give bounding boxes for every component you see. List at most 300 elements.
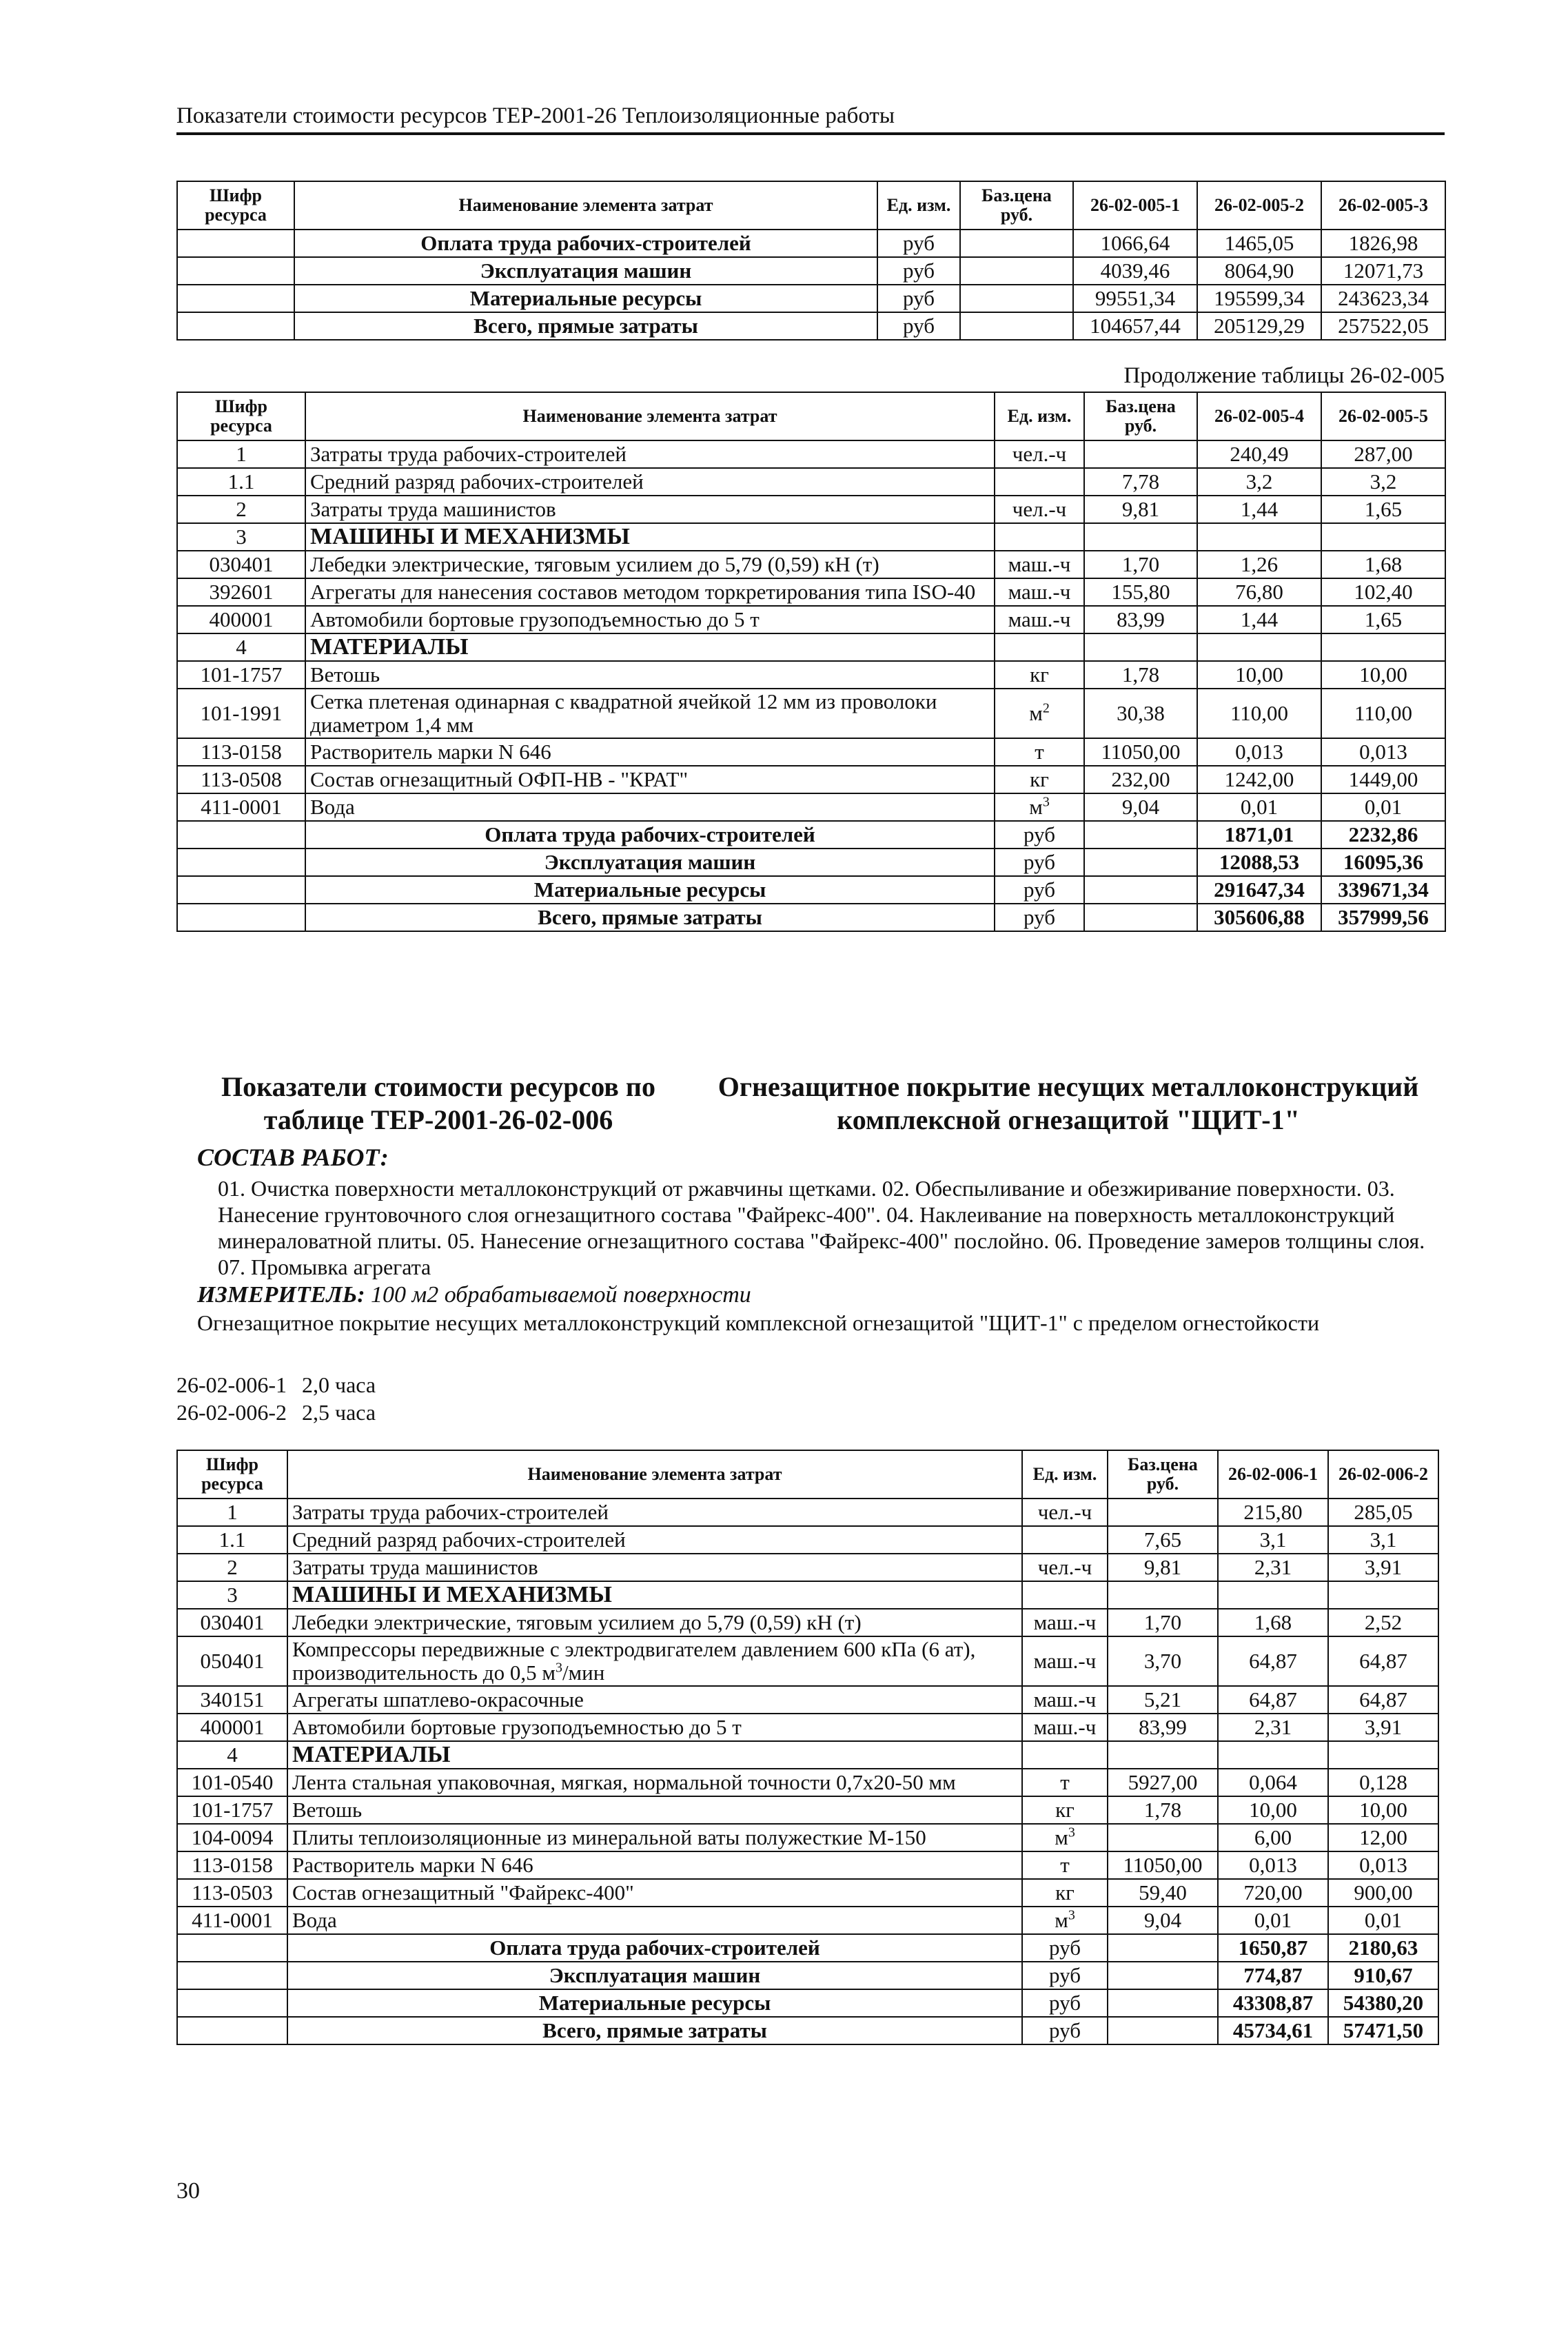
cell-code [177, 230, 294, 257]
table-row [177, 1796, 1438, 1824]
table-row [177, 606, 1445, 633]
table-row [177, 1714, 1438, 1741]
cell-value: 76,80 [1197, 578, 1321, 606]
table-total-row [177, 1962, 1438, 1989]
cell-code: 1 [177, 440, 305, 468]
cell-value: 285,05 [1328, 1499, 1438, 1526]
cell-unit: маш.-ч [1022, 1636, 1108, 1686]
cell-value: 3,2 [1197, 468, 1321, 496]
cell-unit: маш.-ч [1022, 1609, 1108, 1636]
cell-name: Состав огнезащитный "Файрекс-400" [287, 1879, 1022, 1907]
cell-base [1084, 849, 1197, 876]
cell-base: 232,00 [1084, 766, 1197, 793]
table-row [177, 230, 1445, 257]
col-header-variant: 26-02-005-3 [1321, 181, 1445, 230]
cell-base [1108, 2017, 1218, 2044]
cell-name: Ветошь [287, 1796, 1022, 1824]
cell-name: Компрессоры передвижные с электродвигателем давлением 600 кПа (6 ат), производительность до 0,5 $м^3$/мин [287, 1636, 1022, 1686]
cell-base [960, 312, 1073, 340]
cell-unit: руб [1022, 1989, 1108, 2017]
cell-base [1084, 876, 1197, 904]
cell-value: 12071,73 [1321, 257, 1445, 285]
cell-code [177, 312, 294, 340]
cell-base: 30,38 [1084, 689, 1197, 738]
cell-value: 102,40 [1321, 578, 1445, 606]
cell-base [1108, 1824, 1218, 1851]
cell-value: 3,2 [1321, 468, 1445, 496]
cell-value: 8064,90 [1197, 257, 1321, 285]
cell-value: 291647,34 [1197, 876, 1321, 904]
work-composition-label: СОСТАВ РАБОТ: [197, 1144, 389, 1171]
table-row [177, 496, 1445, 523]
col-header-code: Шифр ресурса [177, 181, 294, 230]
cell-base: 9,04 [1084, 793, 1197, 821]
cell-value: 287,00 [1321, 440, 1445, 468]
table-row [177, 1554, 1438, 1581]
cell-value: 10,00 [1197, 661, 1321, 689]
meter-label: ИЗМЕРИТЕЛЬ: [197, 1282, 365, 1308]
cell-value: 1465,05 [1197, 230, 1321, 257]
cell-value: 1066,64 [1073, 230, 1197, 257]
cell-value: 0,01 [1328, 1907, 1438, 1934]
table-row [177, 661, 1445, 689]
cell-value: 57471,50 [1328, 2017, 1438, 2044]
table-row [177, 285, 1445, 312]
col-header-name: Наименование элемента затрат [305, 392, 995, 440]
cell-code: 113-0158 [177, 1851, 287, 1879]
cell-base: 7,78 [1084, 468, 1197, 496]
cell-value: 257522,05 [1321, 312, 1445, 340]
page-header: Показатели стоимости ресурсов ТЕР-2001-26 Теплоизоляционные работы [176, 102, 1445, 135]
cell-code: 101-1991 [177, 689, 305, 738]
cell-name: МАШИНЫ И МЕХАНИЗМЫ [305, 523, 995, 551]
cell-name: Оплата труда рабочих-строителей [294, 230, 877, 257]
cell-value: 54380,20 [1328, 1989, 1438, 2017]
col-header-name: Наименование элемента затрат [287, 1450, 1022, 1499]
cell-name: Агрегаты шпатлево-окрасочные [287, 1686, 1022, 1714]
cell-code: 030401 [177, 1609, 287, 1636]
cell-value: 1,44 [1197, 606, 1321, 633]
cell-name: Материальные ресурсы [287, 1989, 1022, 2017]
cell-unit: чел.-ч [995, 440, 1084, 468]
cell-base: 7,65 [1108, 1526, 1218, 1554]
norm-value: 2,5 часа [301, 1400, 376, 1425]
cell-unit: т [1022, 1769, 1108, 1796]
cell-base: 1,78 [1084, 661, 1197, 689]
cell-name: Лента стальная упаковочная, мягкая, нормальной точности 0,7х20-50 мм [287, 1769, 1022, 1796]
cell-name: Ветошь [305, 661, 995, 689]
cell-value: 2232,86 [1321, 821, 1445, 849]
cell-value: 0,013 [1328, 1851, 1438, 1879]
cell-base: 155,80 [1084, 578, 1197, 606]
table-row [177, 1824, 1438, 1851]
table-row [177, 1581, 1438, 1609]
cell-unit: маш.-ч [1022, 1686, 1108, 1714]
col-header-unit: Ед. изм. [1022, 1450, 1108, 1499]
table-total-row [177, 876, 1445, 904]
col-header-base: Баз.цена руб. [960, 181, 1073, 230]
table-row [177, 1741, 1438, 1769]
col-header-variant: 26-02-005-2 [1197, 181, 1321, 230]
cell-value [1328, 1741, 1438, 1769]
cell-name: МАТЕРИАЛЫ [287, 1741, 1022, 1769]
cell-unit: т [995, 738, 1084, 766]
norm-code: 26-02-006-1 [176, 1372, 287, 1397]
cell-value: 0,064 [1218, 1769, 1328, 1796]
table-row [177, 1609, 1438, 1636]
cell-name: Средний разряд рабочих-строителей [287, 1526, 1022, 1554]
cell-unit [1022, 1741, 1108, 1769]
cell-value: 6,00 [1218, 1824, 1328, 1851]
cell-value: 2,31 [1218, 1554, 1328, 1581]
cell-value: 0,013 [1218, 1851, 1328, 1879]
cell-unit: маш.-ч [995, 551, 1084, 578]
table-row [177, 1851, 1438, 1879]
cell-value: 1449,00 [1321, 766, 1445, 793]
cell-unit: $м^2$ [995, 689, 1084, 738]
cell-value: 1,65 [1321, 496, 1445, 523]
cell-unit: руб [877, 312, 960, 340]
cell-base [1084, 821, 1197, 849]
cell-code: 3 [177, 523, 305, 551]
cell-value: 0,01 [1197, 793, 1321, 821]
cell-value: 10,00 [1328, 1796, 1438, 1824]
cell-value: 215,80 [1218, 1499, 1328, 1526]
cell-unit: руб [1022, 1962, 1108, 1989]
cell-value: 339671,34 [1321, 876, 1445, 904]
meter-text: 100 м2 обрабатываемой поверхности [371, 1282, 751, 1308]
cell-base: 1,78 [1108, 1796, 1218, 1824]
cell-name: Плиты теплоизоляционные из минеральной ваты полужесткие М-150 [287, 1824, 1022, 1851]
cell-value: 3,1 [1218, 1526, 1328, 1554]
cell-value: 64,87 [1218, 1636, 1328, 1686]
cell-unit [995, 633, 1084, 661]
cell-value: 0,01 [1218, 1907, 1328, 1934]
cell-base: 1,70 [1084, 551, 1197, 578]
cell-value: 10,00 [1321, 661, 1445, 689]
cell-value: 2,31 [1218, 1714, 1328, 1741]
cell-base: 11050,00 [1084, 738, 1197, 766]
table-total-row [177, 1934, 1438, 1962]
cell-name: Эксплуатация машин [287, 1962, 1022, 1989]
cell-value: 900,00 [1328, 1879, 1438, 1907]
cell-value: 2,52 [1328, 1609, 1438, 1636]
cell-unit: кг [995, 766, 1084, 793]
table-total-row [177, 904, 1445, 931]
cell-code [177, 876, 305, 904]
cell-value: 43308,87 [1218, 1989, 1328, 2017]
cell-code [177, 2017, 287, 2044]
cell-unit [1022, 1581, 1108, 1609]
cell-unit: $м^3$ [1022, 1824, 1108, 1851]
cell-code [177, 1934, 287, 1962]
table-row [177, 578, 1445, 606]
cell-value: 3,1 [1328, 1526, 1438, 1554]
table-row [177, 689, 1445, 738]
cell-name: Оплата труда рабочих-строителей [287, 1934, 1022, 1962]
table-row [177, 1686, 1438, 1714]
table-26-02-005-totals [176, 181, 1446, 341]
cell-code: 1.1 [177, 468, 305, 496]
cell-value: 305606,88 [1197, 904, 1321, 931]
cell-code: 050401 [177, 1636, 287, 1686]
table-row [177, 1636, 1438, 1686]
cell-name: Вода [287, 1907, 1022, 1934]
cell-base [1108, 1581, 1218, 1609]
table-row [177, 793, 1445, 821]
cell-value: 16095,36 [1321, 849, 1445, 876]
cell-unit: руб [1022, 2017, 1108, 2044]
page-number: 30 [176, 2178, 200, 2204]
norm-item [176, 1372, 376, 1398]
cell-base: 83,99 [1084, 606, 1197, 633]
cell-name: Вода [305, 793, 995, 821]
cell-value: 1650,87 [1218, 1934, 1328, 1962]
norm-item [176, 1399, 376, 1425]
cell-name: Эксплуатация машин [294, 257, 877, 285]
table-row [177, 1769, 1438, 1796]
cell-value: 240,49 [1197, 440, 1321, 468]
cell-value: 4039,46 [1073, 257, 1197, 285]
cell-name: МАТЕРИАЛЫ [305, 633, 995, 661]
cell-code [177, 1989, 287, 2017]
cell-value: 0,013 [1321, 738, 1445, 766]
cell-name: Материальные ресурсы [294, 285, 877, 312]
cell-value: 195599,34 [1197, 285, 1321, 312]
cell-unit: руб [877, 285, 960, 312]
cell-unit: маш.-ч [995, 606, 1084, 633]
cell-code: 400001 [177, 606, 305, 633]
table-row [177, 1907, 1438, 1934]
cell-name: Лебедки электрические, тяговым усилием до 5,79 (0,59) кН (т) [287, 1609, 1022, 1636]
cell-unit: маш.-ч [995, 578, 1084, 606]
cell-unit: чел.-ч [995, 496, 1084, 523]
cell-base: 83,99 [1108, 1714, 1218, 1741]
cell-name: Затраты труда машинистов [287, 1554, 1022, 1581]
cell-code [177, 849, 305, 876]
cell-code: 113-0503 [177, 1879, 287, 1907]
cell-value: 3,91 [1328, 1714, 1438, 1741]
cell-name: Эксплуатация машин [305, 849, 995, 876]
cell-value [1197, 633, 1321, 661]
cell-value: 110,00 [1197, 689, 1321, 738]
cell-value [1328, 1581, 1438, 1609]
cell-code: 1 [177, 1499, 287, 1526]
cell-value: 104657,44 [1073, 312, 1197, 340]
cell-unit: руб [877, 257, 960, 285]
cell-unit: руб [995, 904, 1084, 931]
cell-name: Лебедки электрические, тяговым усилием до 5,79 (0,59) кН (т) [305, 551, 995, 578]
cell-name: МАШИНЫ И МЕХАНИЗМЫ [287, 1581, 1022, 1609]
cell-name: Всего, прямые затраты [294, 312, 877, 340]
cell-unit: т [1022, 1851, 1108, 1879]
cell-value: 0,01 [1321, 793, 1445, 821]
cell-value: 1,65 [1321, 606, 1445, 633]
cell-base [1084, 440, 1197, 468]
cell-base [1108, 1741, 1218, 1769]
cell-name: Растворитель марки N 646 [305, 738, 995, 766]
col-header-code: Шифр ресурса [177, 1450, 287, 1499]
cell-name: Агрегаты для нанесения составов методом торкретирования типа ISO-40 [305, 578, 995, 606]
cell-base: 59,40 [1108, 1879, 1218, 1907]
cell-value: 357999,56 [1321, 904, 1445, 931]
cell-value: 1,26 [1197, 551, 1321, 578]
cell-value: 1,68 [1321, 551, 1445, 578]
table-row [177, 1499, 1438, 1526]
cell-value: 2180,63 [1328, 1934, 1438, 1962]
cell-name: Растворитель марки N 646 [287, 1851, 1022, 1879]
cell-code: 030401 [177, 551, 305, 578]
cell-unit: руб [1022, 1934, 1108, 1962]
cell-code: 2 [177, 496, 305, 523]
cell-code: 400001 [177, 1714, 287, 1741]
cell-base [960, 230, 1073, 257]
table-row [177, 766, 1445, 793]
cell-unit: кг [995, 661, 1084, 689]
cell-value: 1242,00 [1197, 766, 1321, 793]
cell-base: 5927,00 [1108, 1769, 1218, 1796]
cell-unit: руб [877, 230, 960, 257]
cell-unit: маш.-ч [1022, 1714, 1108, 1741]
table-row [177, 440, 1445, 468]
table-total-row [177, 821, 1445, 849]
cell-base [1108, 1934, 1218, 1962]
table-total-row [177, 849, 1445, 876]
cell-unit: руб [995, 876, 1084, 904]
cell-base: 9,04 [1108, 1907, 1218, 1934]
cell-unit: $м^3$ [1022, 1907, 1108, 1934]
norm-code: 26-02-006-2 [176, 1400, 287, 1425]
col-header-variant: 26-02-006-1 [1218, 1450, 1328, 1499]
cell-name: Затраты труда машинистов [305, 496, 995, 523]
cell-value: 64,87 [1328, 1636, 1438, 1686]
table-row [177, 551, 1445, 578]
cell-value: 243623,34 [1321, 285, 1445, 312]
cell-name: Всего, прямые затраты [305, 904, 995, 931]
cell-name: Затраты труда рабочих-строителей [287, 1499, 1022, 1526]
cell-unit: чел.-ч [1022, 1499, 1108, 1526]
cell-code: 101-0540 [177, 1769, 287, 1796]
cell-code: 4 [177, 633, 305, 661]
cell-value: 12088,53 [1197, 849, 1321, 876]
col-header-variant: 26-02-006-2 [1328, 1450, 1438, 1499]
col-header-unit: Ед. изм. [877, 181, 960, 230]
cell-code [177, 821, 305, 849]
cell-value: 0,013 [1197, 738, 1321, 766]
table-row [177, 1879, 1438, 1907]
section-description: Огнезащитное покрытие несущих металлоконструкций комплексной огнезащитой "ЩИТ-1" с пределом огнестойкости [197, 1310, 1320, 1335]
table-row [177, 523, 1445, 551]
cell-value: 0,128 [1328, 1769, 1438, 1796]
cell-code: 392601 [177, 578, 305, 606]
cell-name: Средний разряд рабочих-строителей [305, 468, 995, 496]
cell-base [1084, 633, 1197, 661]
cell-base [960, 257, 1073, 285]
cell-value: 1826,98 [1321, 230, 1445, 257]
col-header-name: Наименование элемента затрат [294, 181, 877, 230]
cell-value: 1,68 [1218, 1609, 1328, 1636]
cell-code: 1.1 [177, 1526, 287, 1554]
cell-base: 11050,00 [1108, 1851, 1218, 1879]
col-header-variant: 26-02-005-4 [1197, 392, 1321, 440]
cell-unit: руб [995, 849, 1084, 876]
cell-base [960, 285, 1073, 312]
cell-code: 411-0001 [177, 793, 305, 821]
cell-value: 910,67 [1328, 1962, 1438, 1989]
cell-value: 110,00 [1321, 689, 1445, 738]
table-row [177, 1526, 1438, 1554]
cell-base: 1,70 [1108, 1609, 1218, 1636]
cell-unit: кг [1022, 1796, 1108, 1824]
norm-value: 2,0 часа [301, 1372, 376, 1397]
cell-base [1108, 1989, 1218, 2017]
col-header-variant: 26-02-005-5 [1321, 392, 1445, 440]
cell-code: 104-0094 [177, 1824, 287, 1851]
cell-code: 340151 [177, 1686, 287, 1714]
col-header-unit: Ед. изм. [995, 392, 1084, 440]
cell-value [1197, 523, 1321, 551]
table-row [177, 312, 1445, 340]
cell-value: 10,00 [1218, 1796, 1328, 1824]
cell-code: 411-0001 [177, 1907, 287, 1934]
cell-base [1108, 1499, 1218, 1526]
table-26-02-006-resources [176, 1450, 1439, 2045]
cell-code [177, 257, 294, 285]
cell-code: 2 [177, 1554, 287, 1581]
cell-code: 101-1757 [177, 1796, 287, 1824]
cell-name: Материальные ресурсы [305, 876, 995, 904]
col-header-variant: 26-02-005-1 [1073, 181, 1197, 230]
cell-value [1218, 1581, 1328, 1609]
cell-code: 101-1757 [177, 661, 305, 689]
cell-value [1321, 633, 1445, 661]
cell-code [177, 1962, 287, 1989]
cell-value: 205129,29 [1197, 312, 1321, 340]
col-header-code: Шифр ресурса [177, 392, 305, 440]
cell-value [1321, 523, 1445, 551]
cell-base: 5,21 [1108, 1686, 1218, 1714]
cell-unit [995, 523, 1084, 551]
cell-unit: кг [1022, 1879, 1108, 1907]
cell-unit [1022, 1526, 1108, 1554]
table-total-row [177, 2017, 1438, 2044]
cell-name: Затраты труда рабочих-строителей [305, 440, 995, 468]
table-total-row [177, 1989, 1438, 2017]
cell-value: 720,00 [1218, 1879, 1328, 1907]
cell-code: 113-0508 [177, 766, 305, 793]
cell-name: Оплата труда рабочих-строителей [305, 821, 995, 849]
cell-unit: чел.-ч [1022, 1554, 1108, 1581]
cell-value: 64,87 [1218, 1686, 1328, 1714]
meter-line [197, 1282, 751, 1308]
cell-code [177, 904, 305, 931]
cell-code: 113-0158 [177, 738, 305, 766]
section-right-title: Огнезащитное покрытие несущих металлоконструкций комплексной огнезащитой "ЩИТ-1" [717, 1071, 1419, 1135]
cell-base: 3,70 [1108, 1636, 1218, 1686]
table-row [177, 633, 1445, 661]
cell-name: Сетка плетеная одинарная с квадратной ячейкой 12 мм из проволоки диаметром 1,4 мм [305, 689, 995, 738]
cell-value: 64,87 [1328, 1686, 1438, 1714]
table-caption: Продолжение таблицы 26-02-005 [1123, 363, 1445, 388]
cell-base [1084, 523, 1197, 551]
cell-value [1218, 1741, 1328, 1769]
cell-code [177, 285, 294, 312]
cell-unit [995, 468, 1084, 496]
cell-value: 1,44 [1197, 496, 1321, 523]
cell-name: Автомобили бортовые грузоподъемностью до 5 т [305, 606, 995, 633]
col-header-base: Баз.цена руб. [1108, 1450, 1218, 1499]
cell-value: 3,91 [1328, 1554, 1438, 1581]
